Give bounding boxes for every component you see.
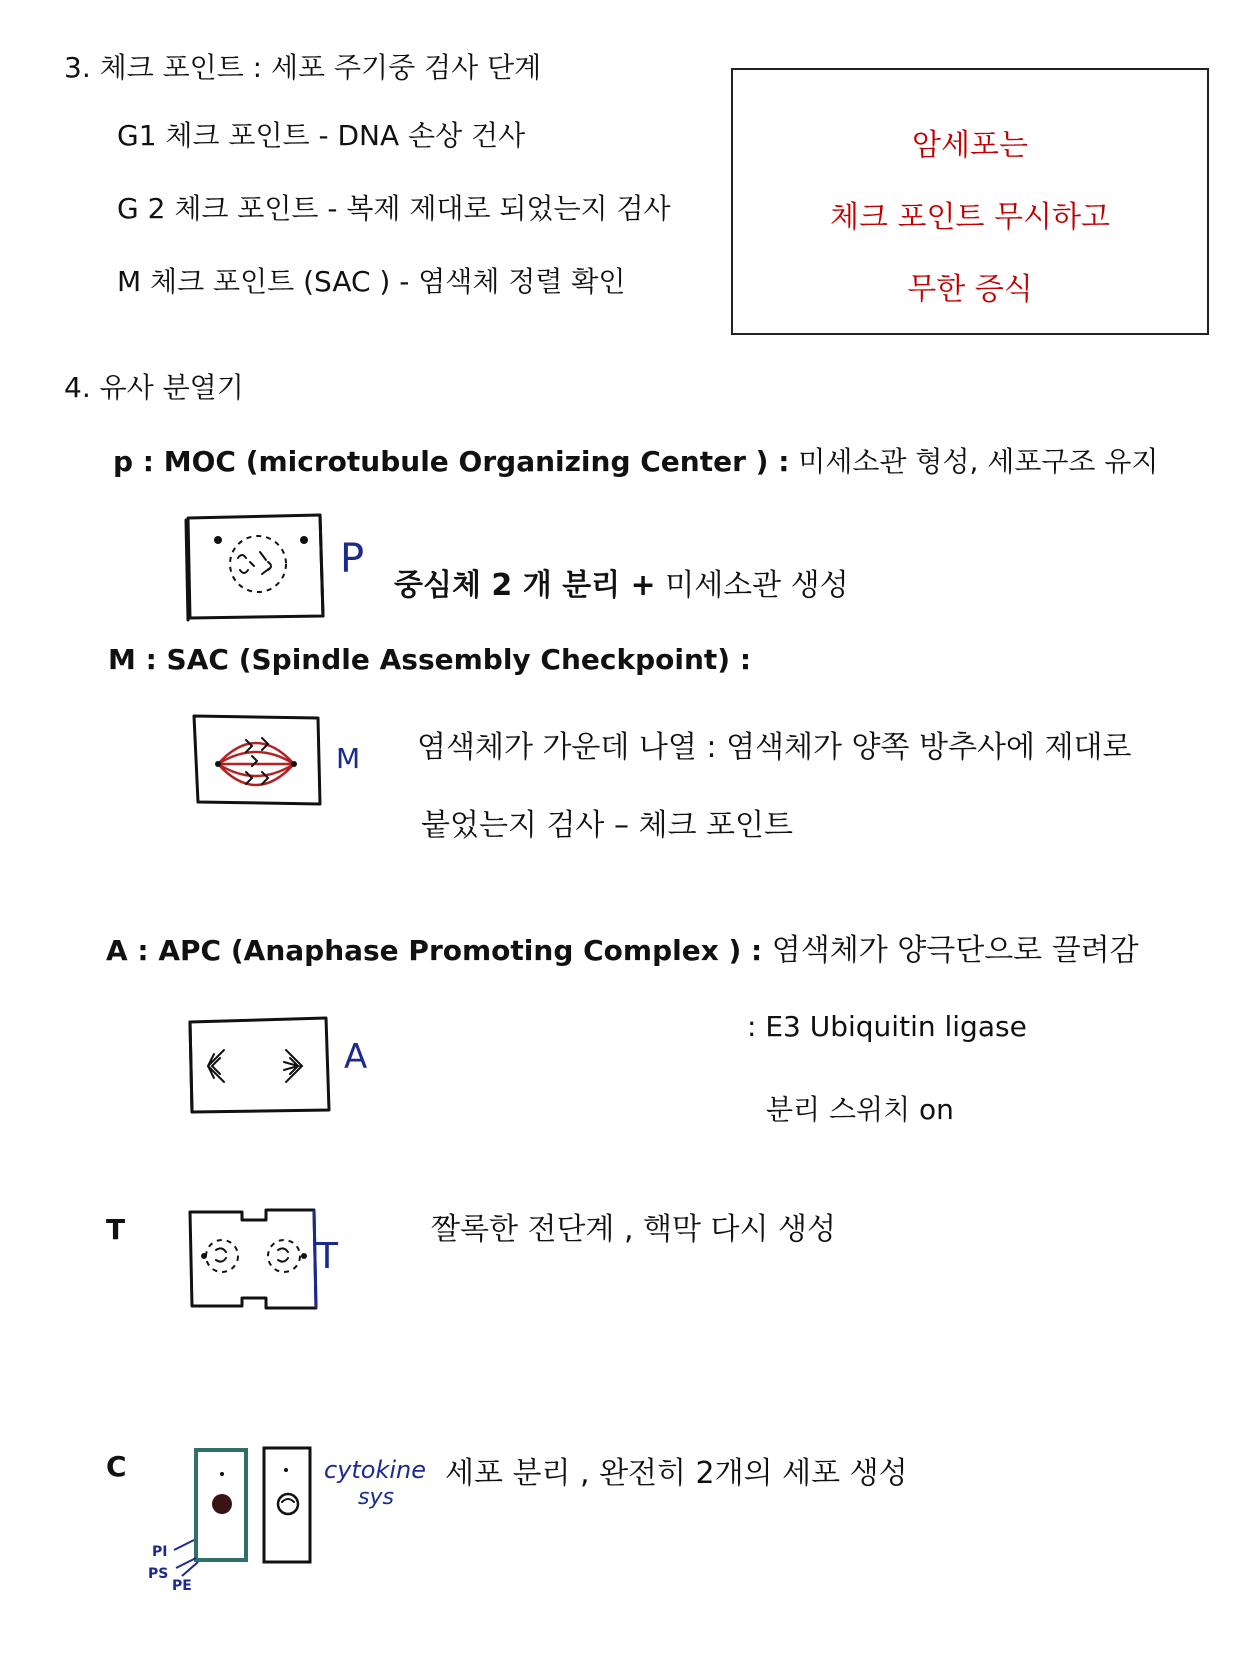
metaphase-title: M : SAC (Spindle Assembly Checkpoint) :: [108, 643, 752, 676]
m-checkpoint-line: M 체크 포인트 (SAC ) - 염색체 정렬 확인: [117, 265, 626, 298]
cytokinesis-handwritten-4: PS: [148, 1566, 169, 1582]
metaphase-sketch: [190, 712, 370, 812]
section-3-heading: 3. 체크 포인트 : 세포 주기중 검사 단계: [64, 51, 542, 84]
prophase-title-desc: 미세소관 형성, 세포구조 유지: [798, 445, 1159, 478]
telophase-sketch: [186, 1206, 376, 1316]
cancer-note-box: [731, 68, 1209, 335]
metaphase-desc-2: 붙었는지 검사 – 체크 포인트: [421, 808, 793, 843]
prophase-sketch-letter: P: [340, 536, 365, 582]
anaphase-title-label: A : APC (Anaphase Promoting Complex ) :: [106, 934, 763, 967]
telophase-label: T: [106, 1213, 126, 1246]
telophase-desc: 짤록한 전단계 , 핵막 다시 생성: [431, 1212, 836, 1247]
anaphase-sketch: [184, 1016, 368, 1116]
telophase-sketch-letter: T: [316, 1236, 338, 1277]
cancer-note-line-3: 무한 증식: [907, 272, 1033, 307]
cytokinesis-sketch: [146, 1446, 436, 1606]
cancer-note-line-1: 암세포는: [912, 128, 1028, 163]
metaphase-sketch-letter: M: [336, 742, 361, 775]
cancer-note-line-2: 체크 포인트 무시하고: [830, 200, 1110, 235]
anaphase-note-2: 분리 스위치 on: [766, 1093, 954, 1126]
prophase-note-text: 미세소관 생성: [665, 568, 849, 603]
anaphase-sketch-letter: A: [344, 1037, 368, 1077]
cytokinesis-handwritten-5: PE: [172, 1578, 192, 1594]
metaphase-desc-1: 염색체가 가운데 나열 : 염색체가 양쪽 방추사에 제대로: [417, 730, 1132, 765]
cytokinesis-handwritten-1: cytokine: [324, 1456, 427, 1484]
section-4-heading: 4. 유사 분열기: [64, 371, 244, 404]
cytokinesis-label: C: [106, 1450, 127, 1483]
prophase-note-bold: 중심체 2 개 분리 +: [394, 568, 656, 603]
anaphase-note-1: : E3 Ubiquitin ligase: [747, 1010, 1027, 1043]
cytokinesis-handwritten-3: PI: [152, 1544, 168, 1560]
g2-checkpoint-line: G 2 체크 포인트 - 복제 제대로 되었는지 검사: [117, 192, 671, 225]
g1-checkpoint-line: G1 체크 포인트 - DNA 손상 건사: [117, 119, 526, 152]
prophase-title-label: p : MOC (microtubule Organizing Center ) :: [113, 445, 790, 478]
prophase-sketch: [180, 512, 370, 627]
anaphase-title: [106, 925, 1139, 969]
anaphase-title-desc: 염색체가 양극단으로 끌려감: [771, 933, 1139, 968]
prophase-title: [113, 440, 1158, 480]
cytokinesis-handwritten-2: sys: [358, 1485, 394, 1510]
cytokinesis-desc: 세포 분리 , 완전히 2개의 세포 생성: [445, 1456, 908, 1491]
prophase-note: [394, 560, 849, 604]
